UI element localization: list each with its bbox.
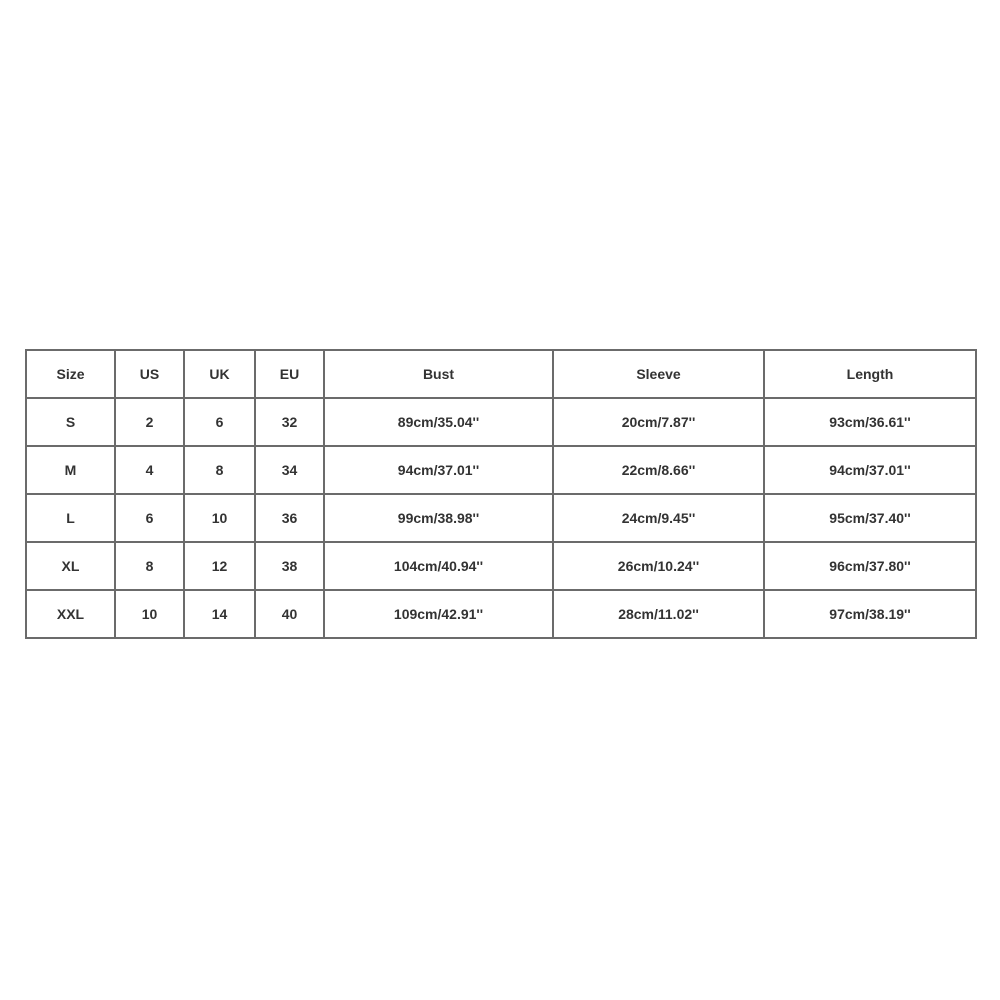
header-length: Length [764, 350, 976, 398]
header-eu: EU [255, 350, 324, 398]
cell-size: L [26, 494, 115, 542]
cell-size: XL [26, 542, 115, 590]
table-header-row [26, 350, 976, 398]
cell-eu: 40 [255, 590, 324, 638]
cell-bust: 94cm/37.01'' [324, 446, 553, 494]
cell-uk: 6 [184, 398, 255, 446]
cell-eu: 34 [255, 446, 324, 494]
cell-length: 95cm/37.40'' [764, 494, 976, 542]
cell-size: M [26, 446, 115, 494]
cell-length: 96cm/37.80'' [764, 542, 976, 590]
cell-eu: 36 [255, 494, 324, 542]
cell-eu: 38 [255, 542, 324, 590]
cell-us: 4 [115, 446, 184, 494]
cell-size: XXL [26, 590, 115, 638]
table-row [26, 590, 976, 638]
cell-us: 2 [115, 398, 184, 446]
cell-uk: 12 [184, 542, 255, 590]
table-row [26, 398, 976, 446]
cell-bust: 104cm/40.94'' [324, 542, 553, 590]
header-uk: UK [184, 350, 255, 398]
header-us: US [115, 350, 184, 398]
cell-bust: 99cm/38.98'' [324, 494, 553, 542]
cell-bust: 89cm/35.04'' [324, 398, 553, 446]
cell-uk: 14 [184, 590, 255, 638]
table-row [26, 542, 976, 590]
cell-sleeve: 20cm/7.87'' [553, 398, 764, 446]
table-row [26, 494, 976, 542]
cell-size: S [26, 398, 115, 446]
header-bust: Bust [324, 350, 553, 398]
cell-us: 10 [115, 590, 184, 638]
cell-uk: 8 [184, 446, 255, 494]
size-chart-table [25, 349, 977, 639]
cell-sleeve: 26cm/10.24'' [553, 542, 764, 590]
cell-eu: 32 [255, 398, 324, 446]
cell-sleeve: 24cm/9.45'' [553, 494, 764, 542]
cell-us: 6 [115, 494, 184, 542]
header-sleeve: Sleeve [553, 350, 764, 398]
table-row [26, 446, 976, 494]
cell-bust: 109cm/42.91'' [324, 590, 553, 638]
cell-uk: 10 [184, 494, 255, 542]
header-size: Size [26, 350, 115, 398]
cell-sleeve: 22cm/8.66'' [553, 446, 764, 494]
cell-length: 94cm/37.01'' [764, 446, 976, 494]
cell-length: 93cm/36.61'' [764, 398, 976, 446]
cell-length: 97cm/38.19'' [764, 590, 976, 638]
cell-us: 8 [115, 542, 184, 590]
cell-sleeve: 28cm/11.02'' [553, 590, 764, 638]
